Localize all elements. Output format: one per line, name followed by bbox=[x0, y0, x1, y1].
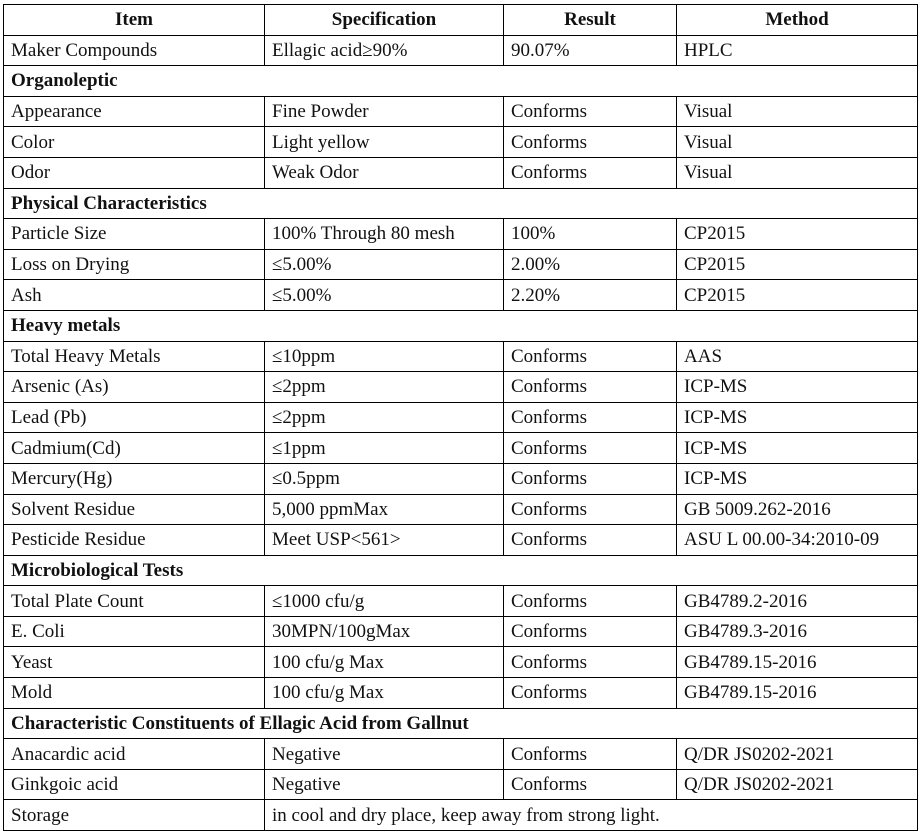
result-cell: 2.20% bbox=[504, 280, 677, 311]
table-row bbox=[4, 739, 918, 770]
item-cell: Yeast bbox=[4, 647, 265, 678]
section-header-row bbox=[4, 66, 918, 97]
item-cell: Total Heavy Metals bbox=[4, 341, 265, 372]
result-cell: Conforms bbox=[504, 494, 677, 525]
item-cell: Ash bbox=[4, 280, 265, 311]
header-item: Item bbox=[4, 5, 265, 36]
result-cell: Conforms bbox=[504, 402, 677, 433]
item-cell: Odor bbox=[4, 157, 265, 188]
method-cell: ICP-MS bbox=[677, 463, 918, 494]
specification-cell: ≤10ppm bbox=[265, 341, 504, 372]
method-cell: ASU L 00.00-34:2010-09 bbox=[677, 525, 918, 556]
specification-cell: Light yellow bbox=[265, 127, 504, 158]
section-header-row bbox=[4, 188, 918, 219]
result-cell: Conforms bbox=[504, 739, 677, 770]
item-cell: Particle Size bbox=[4, 219, 265, 250]
table-row bbox=[4, 280, 918, 311]
specification-cell: ≤5.00% bbox=[265, 249, 504, 280]
item-cell: Anacardic acid bbox=[4, 739, 265, 770]
specification-cell: ≤2ppm bbox=[265, 402, 504, 433]
table-row bbox=[4, 616, 918, 647]
header-method: Method bbox=[677, 5, 918, 36]
storage-row bbox=[4, 800, 918, 831]
specification-cell: 100 cfu/g Max bbox=[265, 647, 504, 678]
method-cell: Visual bbox=[677, 96, 918, 127]
method-cell: GB4789.2-2016 bbox=[677, 586, 918, 617]
section-header-row bbox=[4, 555, 918, 586]
item-cell: Mold bbox=[4, 678, 265, 709]
method-cell: Visual bbox=[677, 157, 918, 188]
item-cell: Maker Compounds bbox=[4, 35, 265, 66]
specification-table bbox=[3, 4, 918, 831]
table-row bbox=[4, 463, 918, 494]
result-cell: 100% bbox=[504, 219, 677, 250]
table-row bbox=[4, 402, 918, 433]
item-cell: Ginkgoic acid bbox=[4, 769, 265, 800]
specification-cell: ≤0.5ppm bbox=[265, 463, 504, 494]
result-cell: 2.00% bbox=[504, 249, 677, 280]
header-specification: Specification bbox=[265, 5, 504, 36]
section-title: Physical Characteristics bbox=[4, 188, 918, 219]
method-cell: Q/DR JS0202-2021 bbox=[677, 739, 918, 770]
item-cell: Appearance bbox=[4, 96, 265, 127]
specification-cell: ≤5.00% bbox=[265, 280, 504, 311]
result-cell: Conforms bbox=[504, 341, 677, 372]
method-cell: CP2015 bbox=[677, 280, 918, 311]
specification-cell: 30MPN/100gMax bbox=[265, 616, 504, 647]
result-cell: Conforms bbox=[504, 678, 677, 709]
specification-cell: Meet USP<561> bbox=[265, 525, 504, 556]
table-row bbox=[4, 157, 918, 188]
specification-cell: 100% Through 80 mesh bbox=[265, 219, 504, 250]
method-cell: Q/DR JS0202-2021 bbox=[677, 769, 918, 800]
result-cell: Conforms bbox=[504, 463, 677, 494]
specification-cell: 100 cfu/g Max bbox=[265, 678, 504, 709]
method-cell: CP2015 bbox=[677, 249, 918, 280]
table-row bbox=[4, 219, 918, 250]
item-cell: Mercury(Hg) bbox=[4, 463, 265, 494]
section-header-row bbox=[4, 310, 918, 341]
result-cell: Conforms bbox=[504, 372, 677, 403]
method-cell: ICP-MS bbox=[677, 402, 918, 433]
method-cell: Visual bbox=[677, 127, 918, 158]
result-cell: Conforms bbox=[504, 157, 677, 188]
specification-cell: ≤1ppm bbox=[265, 433, 504, 464]
table-row bbox=[4, 525, 918, 556]
header-result: Result bbox=[504, 5, 677, 36]
specification-cell: Weak Odor bbox=[265, 157, 504, 188]
result-cell: 90.07% bbox=[504, 35, 677, 66]
result-cell: Conforms bbox=[504, 127, 677, 158]
specification-cell: 5,000 ppmMax bbox=[265, 494, 504, 525]
item-cell: E. Coli bbox=[4, 616, 265, 647]
result-cell: Conforms bbox=[504, 769, 677, 800]
item-cell: Lead (Pb) bbox=[4, 402, 265, 433]
item-cell: Color bbox=[4, 127, 265, 158]
section-title: Organoleptic bbox=[4, 66, 918, 97]
table-header-row bbox=[4, 5, 918, 36]
result-cell: Conforms bbox=[504, 647, 677, 678]
specification-cell: Fine Powder bbox=[265, 96, 504, 127]
result-cell: Conforms bbox=[504, 586, 677, 617]
table-row bbox=[4, 433, 918, 464]
method-cell: AAS bbox=[677, 341, 918, 372]
table-row bbox=[4, 586, 918, 617]
table-row bbox=[4, 647, 918, 678]
item-cell: Total Plate Count bbox=[4, 586, 265, 617]
table-body bbox=[4, 35, 918, 830]
item-cell: Pesticide Residue bbox=[4, 525, 265, 556]
table-row bbox=[4, 249, 918, 280]
table-row bbox=[4, 35, 918, 66]
item-cell: Loss on Drying bbox=[4, 249, 265, 280]
method-cell: GB4789.15-2016 bbox=[677, 647, 918, 678]
method-cell: GB4789.3-2016 bbox=[677, 616, 918, 647]
item-cell: Cadmium(Cd) bbox=[4, 433, 265, 464]
section-header-row bbox=[4, 708, 918, 739]
result-cell: Conforms bbox=[504, 96, 677, 127]
method-cell: GB4789.15-2016 bbox=[677, 678, 918, 709]
result-cell: Conforms bbox=[504, 433, 677, 464]
section-title: Characteristic Constituents of Ellagic Acid from Gallnut bbox=[4, 708, 918, 739]
item-cell: Storage bbox=[4, 800, 265, 831]
item-cell: Solvent Residue bbox=[4, 494, 265, 525]
method-cell: CP2015 bbox=[677, 219, 918, 250]
table-row bbox=[4, 341, 918, 372]
section-title: Heavy metals bbox=[4, 310, 918, 341]
table-row bbox=[4, 678, 918, 709]
specification-cell: Negative bbox=[265, 739, 504, 770]
table-row bbox=[4, 127, 918, 158]
specification-cell: ≤2ppm bbox=[265, 372, 504, 403]
method-cell: ICP-MS bbox=[677, 372, 918, 403]
method-cell: GB 5009.262-2016 bbox=[677, 494, 918, 525]
result-cell: Conforms bbox=[504, 616, 677, 647]
storage-condition-cell: in cool and dry place, keep away from strong light. bbox=[265, 800, 918, 831]
specification-cell: Ellagic acid≥90% bbox=[265, 35, 504, 66]
method-cell: ICP-MS bbox=[677, 433, 918, 464]
table-row bbox=[4, 494, 918, 525]
section-title: Microbiological Tests bbox=[4, 555, 918, 586]
method-cell: HPLC bbox=[677, 35, 918, 66]
specification-cell: ≤1000 cfu/g bbox=[265, 586, 504, 617]
specification-cell: Negative bbox=[265, 769, 504, 800]
table-row bbox=[4, 769, 918, 800]
item-cell: Arsenic (As) bbox=[4, 372, 265, 403]
result-cell: Conforms bbox=[504, 525, 677, 556]
table-row bbox=[4, 372, 918, 403]
table-row bbox=[4, 96, 918, 127]
